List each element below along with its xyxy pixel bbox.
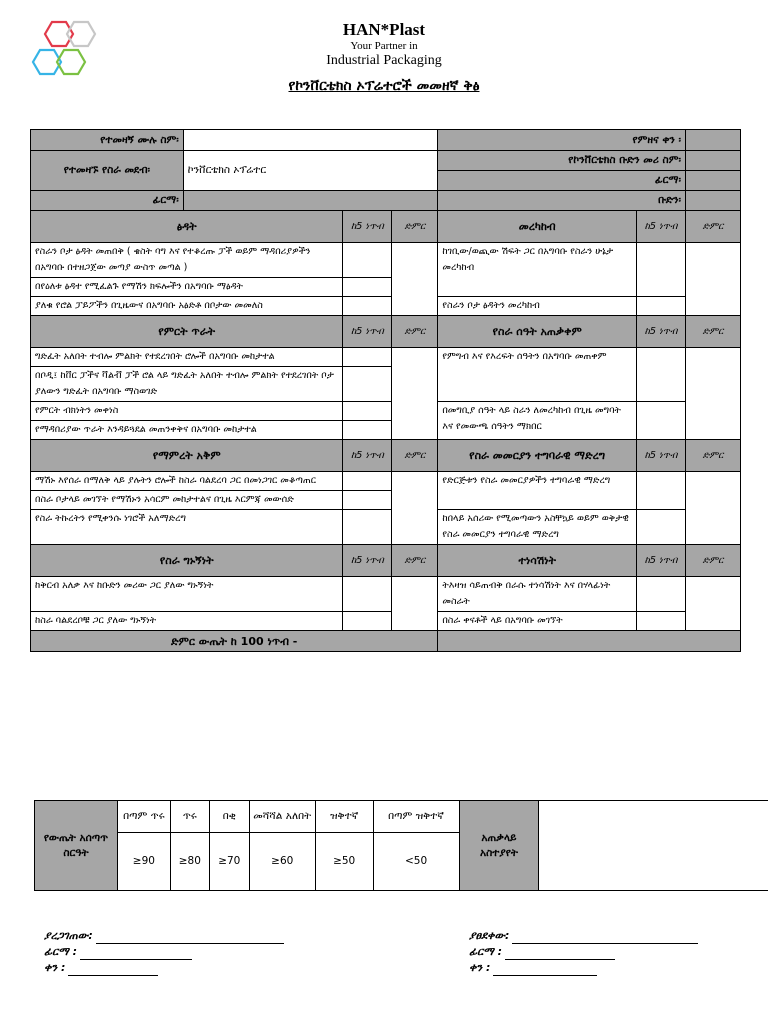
max-points-header: ከ5 ነጥብ (343, 316, 392, 348)
max-points-header: ከ5 ነጥብ (637, 440, 686, 472)
section-right-title: የስራ መመርያን ተግባራዊ ማድረግ (438, 440, 637, 472)
criteria-left-item: የስራ ትኩረትን የሚቀንሱ ነገሮች አለማድረግ (31, 510, 343, 545)
company-subtitle: Industrial Packaging (326, 53, 442, 68)
max-points-header: ከ5 ነጥብ (637, 316, 686, 348)
criteria-row (31, 243, 741, 278)
total-cell[interactable] (392, 472, 438, 545)
grading-system-label: የውጤት አሰጣጥ ስርዓት (35, 801, 118, 891)
company-name: HAN*Plast (342, 20, 426, 39)
total-header: ድምር (392, 316, 438, 348)
total-header: ድምር (392, 545, 438, 577)
score-cell[interactable] (343, 421, 392, 440)
form-title: የኮንቨርቴክስ ኦፕሬተሮች መመዘኛ ቅፅ (288, 78, 480, 94)
criteria-left-item: በስራ ቦታላይ መገኘት የማሽኑን አሳርም መከታተልና በጊዜ እርምጃ መውሰድ (31, 491, 343, 510)
section-right-title: የስራ ሰዓት አጠቃቀም (438, 316, 637, 348)
left-date-label: ቀን : (44, 961, 66, 974)
criteria-left-item: በየዕለቱ ፅዳተ የሚፈልጉ የማሽን ክፍሎችን በአግባቡ ማፅዳት (31, 278, 343, 297)
grade-name: መሻሻል አለበት (249, 801, 315, 833)
left-sign-label: ፊርማ : (44, 945, 78, 958)
score-cell[interactable] (637, 612, 686, 631)
criteria-left-item: የማዳበሪያው ጥራት እንዳይጓደል መጠንቀቅና በአግባቡ መከታተል (31, 421, 343, 440)
criteria-left-item: የምርት ብክነትን መቀነስ (31, 402, 343, 421)
total-score-label: ድምር ውጤት ከ 100 ነጥብ - (31, 631, 438, 652)
score-cell[interactable] (343, 367, 392, 402)
total-header: ድምር (686, 211, 741, 243)
score-cell[interactable] (343, 612, 392, 631)
criteria-left-item: ከቅርብ አለቃ እና ከቡድን መሪው ጋር ያለው ግኑኝነት (31, 577, 343, 612)
criteria-right-item: ከበላይ አሰሪው የሚመጣውን አስቸኳይ ወይም ወቅታዊ የስራ መመርያን ተግባራዊ ማድረግ (438, 510, 637, 545)
total-cell[interactable] (686, 243, 741, 316)
criteria-row (31, 402, 741, 421)
eval-date-field[interactable] (686, 130, 741, 151)
section-header-row (31, 316, 741, 348)
criteria-left-item: ማሽኑ እየሰራ በማለቅ ላይ ያሉትን ሮሎች ከስራ ባልደረባ ጋር በመነጋገር መቆጣጠር (31, 472, 343, 491)
score-cell[interactable] (343, 297, 392, 316)
max-points-header: ከ5 ነጥብ (637, 545, 686, 577)
criteria-right-item: የምግብ እና የእረፍት ሰዓትን በአግባቡ መጠቀም (438, 348, 637, 402)
criteria-row (31, 510, 741, 545)
left-date-line[interactable] (68, 975, 158, 976)
grade-score: ≥60 (249, 833, 315, 891)
criteria-left-item: ያለቁ የሮል ፓይፖችን በጊዜውና በአግባቡ አፅድቶ በቦታው መመለስ (31, 297, 343, 316)
score-cell[interactable] (343, 278, 392, 297)
team-label: ቡድን፡ (438, 191, 686, 211)
overall-comment-field[interactable] (539, 801, 768, 891)
criteria-left-item: ግድፈት አለበት ተብሎ ምልክት የተደረገበት ሮሎች በአግባቡ መከታተል (31, 348, 343, 367)
grade-score: ≥50 (315, 833, 373, 891)
signature-block-left (44, 928, 284, 976)
score-cell[interactable] (343, 472, 392, 491)
grade-score: ≥70 (209, 833, 249, 891)
score-cell[interactable] (637, 297, 686, 316)
grade-name: ጥሩ (170, 801, 209, 833)
grade-score: <50 (373, 833, 459, 891)
score-cell[interactable] (343, 577, 392, 612)
total-cell[interactable] (686, 472, 741, 545)
criteria-left-item: የስራን ቦታ ፅዳት መጠበቅ ( ቄስት ባግ እና የተቆረጡ ፓች ወይም ማዳበሪያዎችን በአግባቡ በተዘጋጀው መጣያ ውስጥ መጣል ) (31, 243, 343, 278)
verified-by-label: ያረጋገጠው: (44, 929, 93, 942)
criteria-right-item: የስራን ቦታ ፅዳትን መረካከብ (438, 297, 637, 316)
employee-position-value: ኮንቨርቴክስ ኦፕሬተር (183, 151, 438, 191)
score-cell[interactable] (637, 510, 686, 545)
section-left-title: የስራ ግኑኝነት (31, 545, 343, 577)
score-cell[interactable] (343, 491, 392, 510)
right-date-label: ቀን : (469, 961, 491, 974)
section-header-row (31, 440, 741, 472)
right-sign-label: ፊርማ : (469, 945, 503, 958)
team-field[interactable] (686, 191, 741, 211)
max-points-header: ከ5 ነጥብ (343, 440, 392, 472)
criteria-right-item: የድርጅቱን የስራ መመርያዎችን ተግባራዊ ማድረግ (438, 472, 637, 510)
max-points-header: ከ5 ነጥብ (343, 211, 392, 243)
grade-score: ≥90 (117, 833, 170, 891)
score-cell[interactable] (343, 402, 392, 421)
score-cell[interactable] (637, 243, 686, 297)
grade-name: በጣም ጥሩ (117, 801, 170, 833)
criteria-left-item: ከስራ ባልደረቦቹ ጋር ያለው ግኑኝነት (31, 612, 343, 631)
total-header: ድምር (392, 440, 438, 472)
total-header: ድምር (392, 211, 438, 243)
section-header-row (31, 545, 741, 577)
criteria-row (31, 577, 741, 612)
grade-name: በቂ (209, 801, 249, 833)
leader-signature-field[interactable] (686, 171, 741, 191)
total-cell[interactable] (392, 348, 438, 440)
criteria-row (31, 348, 741, 367)
score-cell[interactable] (343, 243, 392, 278)
company-tagline: Your Partner in (350, 40, 418, 52)
leader-signature-label: ፊርማ፡ (438, 171, 686, 191)
section-right-title: መረካከብ (438, 211, 637, 243)
employee-position-label: የተመዛኙ የስራ መደብ፡ (31, 151, 184, 191)
section-left-title: የምርት ጥራት (31, 316, 343, 348)
score-cell[interactable] (637, 402, 686, 440)
score-cell[interactable] (637, 348, 686, 402)
criteria-right-item: ከገቢው/ወጪው ሽፍት ጋር በአግባቡ የስራን ሁኔታ መረካከብ (438, 243, 637, 297)
score-cell[interactable] (637, 577, 686, 612)
criteria-right-item: በስራ ቀናቶች ላይ በአግባቡ መገኘት (438, 612, 637, 631)
max-points-header: ከ5 ነጥብ (343, 545, 392, 577)
total-score-field[interactable] (438, 631, 741, 652)
criteria-right-item: ትእዛዝ ሳይጠብቅ በራሱ ተነሳሽነት እና በሃላፊነት መስራት (438, 577, 637, 612)
section-left-title: የማምረት አቅም (31, 440, 343, 472)
total-cell[interactable] (686, 577, 741, 631)
score-cell[interactable] (343, 510, 392, 545)
right-date-line[interactable] (493, 975, 597, 976)
total-header: ድምር (686, 545, 741, 577)
approved-by-label: ያፀደቀው: (469, 929, 510, 942)
total-header: ድምር (686, 440, 741, 472)
criteria-row (31, 472, 741, 491)
section-right-title: ተነሳሽነት (438, 545, 637, 577)
section-header-row (31, 211, 741, 243)
employee-signature-field[interactable] (183, 191, 438, 211)
employee-signature-label: ፊርማ፡ (31, 191, 184, 211)
grade-name: በጣም ዝቅተኛ (373, 801, 459, 833)
criteria-left-item: በቦዲ፤ ከቨር ፓችና ቫልቭ ፓች ሮል ላይ ግድፈት አለበት ተብሎ ምልክት የተደረገበት ቦታ ያለውን ግድፈት በአግባቡ ማስወገድ (31, 367, 343, 402)
score-cell[interactable] (637, 472, 686, 510)
criteria-row (31, 612, 741, 631)
employee-name-label: የተመዛኝ ሙሉ ስም፡ (31, 130, 184, 151)
leader-name-field[interactable] (686, 151, 741, 171)
criteria-right-item: በመግቢያ ሰዓት ላይ ስራን ለመረካከብ በጊዜ መግባት እና የመውጫ ሰዓትን ማክበር (438, 402, 637, 440)
leader-name-label: የኮንቨርቴክስ ቡድን መሪ ስም፡ (438, 151, 686, 171)
overall-comment-label: አጠቃላይ አስተያየት (459, 801, 539, 891)
total-cell[interactable] (686, 348, 741, 440)
criteria-row (31, 297, 741, 316)
eval-date-label: የምዘና ቀን ፡ (438, 130, 686, 151)
total-cell[interactable] (392, 243, 438, 316)
employee-name-field[interactable] (183, 130, 438, 151)
evaluation-table (30, 129, 741, 652)
max-points-header: ከ5 ነጥብ (637, 211, 686, 243)
grade-score: ≥80 (170, 833, 209, 891)
signature-block-right (469, 928, 698, 976)
section-left-title: ፅዳት (31, 211, 343, 243)
total-header: ድምር (686, 316, 741, 348)
grading-table (34, 800, 768, 891)
total-cell[interactable] (392, 577, 438, 631)
grade-name: ዝቅተኛ (315, 801, 373, 833)
score-cell[interactable] (343, 348, 392, 367)
